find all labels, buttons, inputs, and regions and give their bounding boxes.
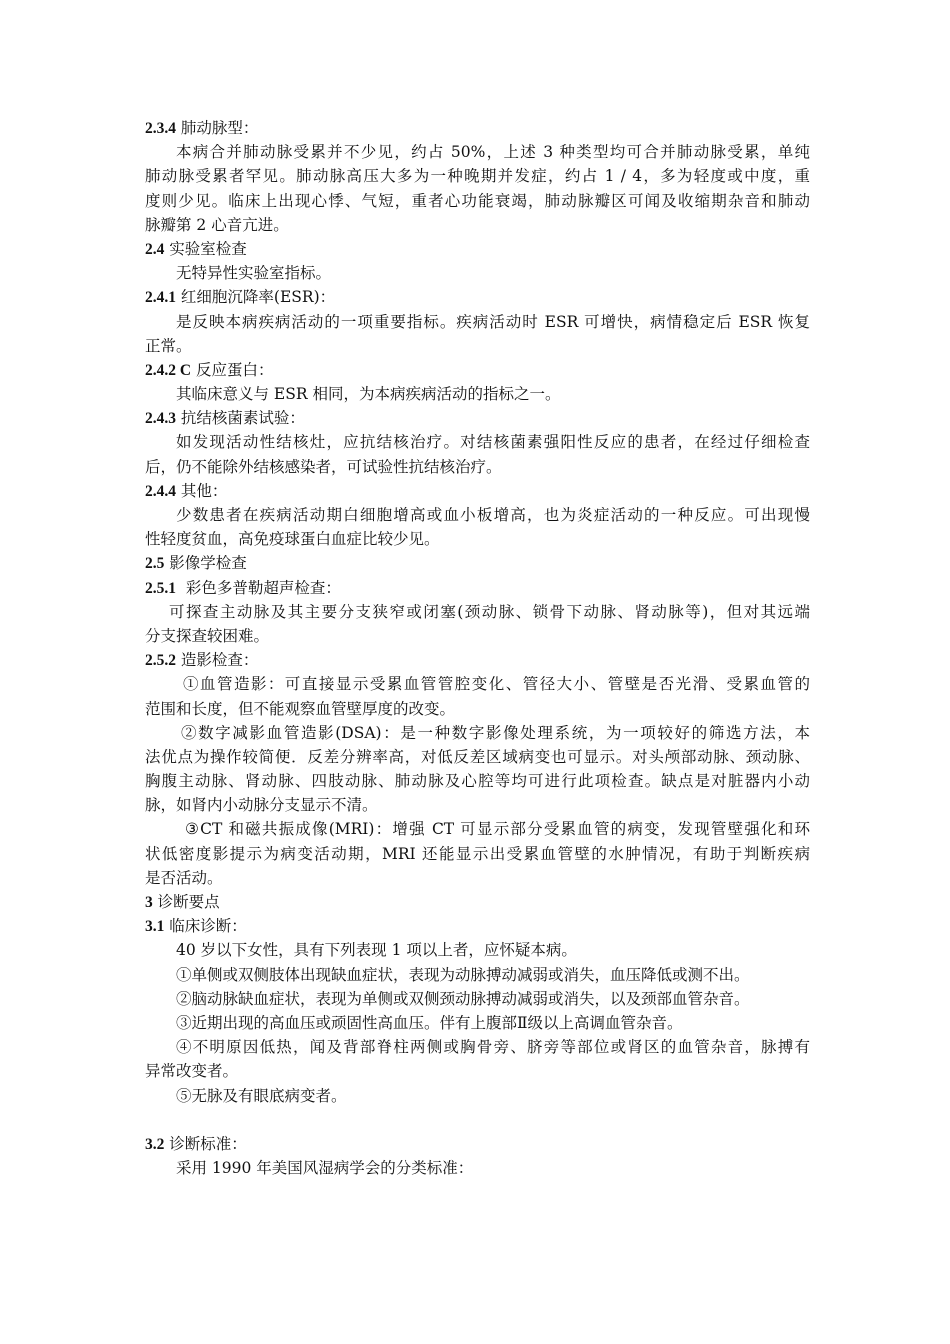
- section-title: 造影检查：: [176, 651, 259, 670]
- section-heading: [145, 890, 810, 914]
- paragraph: [145, 140, 810, 237]
- section-number: 3: [145, 894, 153, 911]
- paragraph: [145, 1156, 810, 1180]
- paragraph: [145, 261, 810, 285]
- section-heading: [145, 648, 810, 672]
- section-number: 2.4: [145, 240, 165, 258]
- text-line: 性轻度贫血，高免疫球蛋白血症比较少见。: [145, 530, 440, 549]
- section-number: 2.4.3: [145, 410, 176, 428]
- section-number: 2.4.2 C: [145, 361, 192, 379]
- text-line: 可探查主动脉及其主要分支狭窄或闭塞(颈动脉、锁骨下动脉、肾动脉等)，但对其远端: [169, 602, 810, 621]
- section-heading: [145, 479, 810, 503]
- text-line: ③CT 和磁共振成像(MRI)：增强 CT 可显示部分受累血管的病变，发现管壁强化和环: [185, 820, 810, 839]
- text-line: 脉，如肾内小动脉分支显示不清。: [145, 796, 378, 815]
- paragraph: [145, 963, 810, 987]
- section-number: 2.3.4: [145, 120, 176, 137]
- section-title: 红细胞沉降率(ESR)：: [176, 288, 336, 307]
- text-line: ⑤无脉及有眼底病变者。: [176, 1086, 347, 1105]
- section-heading: [145, 576, 810, 600]
- text-line: ③近期出现的高血压或顽固性高血压。伴有上腹部Ⅱ级以上高调血管杂音。: [176, 1013, 683, 1032]
- text-line: 40 岁以下女性，具有下列表现 1 项以上者，应怀疑本病。: [176, 941, 577, 960]
- section-heading: [145, 285, 810, 309]
- paragraph: [145, 310, 810, 358]
- paragraph: [145, 721, 810, 818]
- text-line: 如发现活动性结核灶，应抗结核治疗。对结核菌素强阳性反应的患者，在经过仔细检查: [176, 433, 810, 452]
- section-title: 肺动脉型：: [176, 119, 259, 137]
- text-line: 无特异性实验室指标。: [176, 264, 332, 283]
- text-line: 肺动脉受累者罕见。肺动脉高压大多为一种晚期并发症，约占 1 / 4，多为轻度或中度，重: [145, 167, 810, 186]
- paragraph: [145, 1084, 810, 1108]
- text-line: 法优点为操作较简便．反差分辨率高，对低反差区域病变也可显示。对头颅部动脉、颈动脉、: [145, 747, 810, 766]
- paragraph: [145, 987, 810, 1011]
- text-line: 是反映本病疾病活动的一项重要指标。疾病活动时 ESR 可增快，病情稳定后 ESR 恢复: [176, 312, 810, 331]
- text-line: ②脑动脉缺血症状，表现为单侧或双侧颈动脉搏动减弱或消失，以及颈部血管杂音。: [176, 989, 750, 1008]
- section-title: 其他：: [176, 481, 228, 500]
- text-line: 分支探查较困难。: [145, 626, 270, 645]
- blank-line: [145, 1108, 810, 1132]
- paragraph: [145, 503, 810, 551]
- text-line: 状低密度影提示为病变活动期，MRI 还能显示出受累血管壁的水肿情况，有助于判断疾病: [145, 844, 810, 863]
- paragraph: [145, 430, 810, 478]
- text-line: ①单侧或双侧肢体出现缺血症状，表现为动脉搏动减弱或消失，血压降低或测不出。: [176, 965, 750, 984]
- section-heading: [145, 358, 810, 382]
- section-title: 抗结核菌素试验：: [176, 409, 305, 428]
- paragraph: [145, 1035, 810, 1083]
- text-line: 脉瓣第 2 心音亢进。: [145, 215, 289, 234]
- text-line: ④不明原因低热，闻及背部脊柱两侧或胸骨旁、脐旁等部位或肾区的血管杂音，脉搏有: [176, 1038, 810, 1057]
- section-title: 实验室检查: [164, 239, 247, 258]
- text-line: 后，仍不能除外结核感染者，可试验性抗结核治疗。: [145, 457, 502, 476]
- document-body: [145, 116, 810, 1180]
- section-heading: [145, 1132, 810, 1156]
- section-number: 2.5.1: [145, 579, 176, 597]
- paragraph: [145, 672, 810, 720]
- section-heading: [145, 406, 810, 430]
- text-line: 胸腹主动脉、肾动脉、四肢动脉、肺动脉及心腔等均可进行此项检查。缺点是对脏器内小动: [145, 772, 810, 791]
- text-line: ①血管造影：可直接显示受累血管管腔变化、管径大小、管壁是否光滑、受累血管的: [183, 675, 810, 694]
- section-number: 3.2: [145, 1135, 165, 1153]
- section-title: 反应蛋白：: [191, 360, 274, 379]
- section-heading: [145, 237, 810, 261]
- section-title: 影像学检查: [164, 554, 247, 573]
- text-line: 异常改变者。: [145, 1062, 239, 1081]
- text-line: 是否活动。: [145, 868, 223, 887]
- section-title: 诊断标准：: [164, 1134, 247, 1153]
- text-line: 采用 1990 年美国风湿病学会的分类标准：: [176, 1159, 474, 1178]
- paragraph: [145, 938, 810, 962]
- text-line: ②数字减影血管造影(DSA)：是一种数字影像处理系统，为一项较好的筛选方法，本: [181, 723, 810, 742]
- section-heading: [145, 914, 810, 938]
- text-line: 本病合并肺动脉受累并不少见，约占 50%，上述 3 种类型均可合并肺动脉受累，单纯: [176, 143, 810, 162]
- text-line: 度则少见。临床上出现心悸、气短，重者心功能衰竭，肺动脉瓣区可闻及收缩期杂音和肺动: [145, 191, 810, 210]
- section-heading: [145, 551, 810, 575]
- section-number: 3.1: [145, 918, 165, 936]
- section-number: 2.4.4: [145, 482, 176, 500]
- section-number: 2.5: [145, 555, 165, 573]
- paragraph: [145, 600, 810, 648]
- text-line: 正常。: [145, 336, 192, 355]
- section-title: 彩色多普勒超声检查：: [176, 578, 341, 597]
- section-heading: [145, 116, 810, 140]
- text-line: 少数患者在疾病活动期白细胞增高或血小板增高，也为炎症活动的一种反应。可出现慢: [176, 506, 810, 524]
- section-number: 2.5.2: [145, 652, 176, 670]
- section-number: 2.4.1: [145, 289, 176, 307]
- text-line: 范围和长度，但不能观察血管壁厚度的改变。: [145, 699, 456, 718]
- section-title: 诊断要点: [152, 893, 220, 911]
- section-title: 临床诊断：: [164, 917, 247, 936]
- paragraph: [145, 817, 810, 890]
- text-line: 其临床意义与 ESR 相同，为本病疾病活动的指标之一。: [176, 385, 561, 404]
- paragraph: [145, 382, 810, 406]
- paragraph: [145, 1011, 810, 1035]
